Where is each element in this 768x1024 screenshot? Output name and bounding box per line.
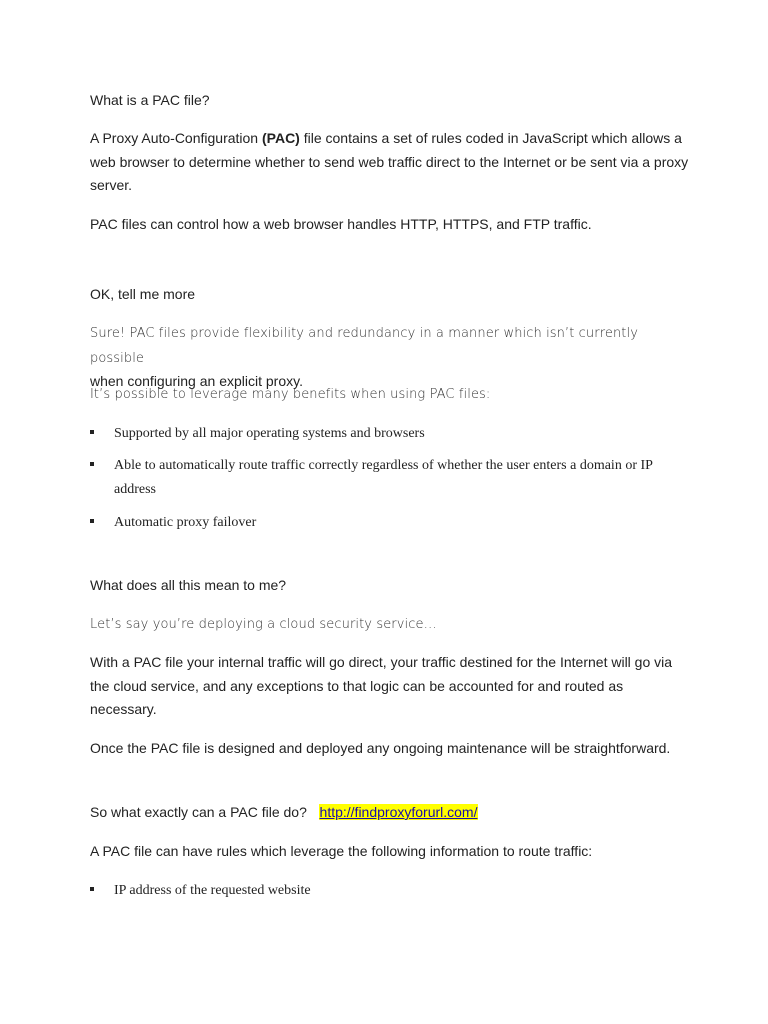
paragraph-pac-definition-end: file contains a set of rules coded in JavaScript which allows a web browser to determine whether to send web traffic direct to the Internet or be sent via a proxy server. — [90, 130, 689, 193]
list-item-text: Supported by all major operating systems and browsers — [114, 426, 425, 441]
bullet-icon — [90, 887, 94, 891]
list-item-text: Able to automatically route traffic correctly regardless of whether the user enters a domain or IP address — [114, 458, 653, 497]
paragraph-flexibility-line2: when configuring an explicit proxy. — [90, 373, 303, 389]
pac-abbreviation: (PAC) — [262, 130, 300, 146]
heading-what-can-pac-do — [90, 801, 690, 825]
paragraph-flexibility-line1: Sure! PAC files provide flexibility and redundancy in a manner which isn’t currently possible — [90, 326, 638, 366]
findproxyforurl-link[interactable]: http://findproxyforurl.com/ — [319, 804, 478, 820]
list-item-text: Automatic proxy failover — [114, 515, 257, 530]
heading-what-can-pac-do-text: So what exactly can a PAC file do? — [90, 804, 307, 820]
bullet-icon — [90, 430, 94, 434]
bullet-icon — [90, 462, 94, 466]
paragraph-rules-info: A PAC file can have rules which leverage the following information to route traffic: — [90, 843, 593, 859]
paragraph-maintenance: Once the PAC file is designed and deployed any ongoing maintenance will be straightforward. — [90, 740, 671, 756]
list-item-text: IP address of the requested website — [114, 883, 311, 898]
heading-what-is-pac: What is a PAC file? — [90, 92, 210, 108]
paragraph-traffic-routing: With a PAC file your internal traffic will go direct, your traffic destined for the Internet will go via the cloud service, and any exceptions to that logic can be accounted for and routed as necessary. — [90, 654, 673, 717]
paragraph-pac-definition — [90, 127, 690, 198]
heading-tell-me-more: OK, tell me more — [90, 286, 196, 302]
paragraph-cloud-scenario: Let’s say you’re deploying a cloud security service… — [90, 617, 437, 632]
paragraph-benefits-intro: It’s possible to leverage many benefits when using PAC files: — [90, 387, 491, 402]
heading-what-does-it-mean: What does all this mean to me? — [90, 577, 287, 593]
paragraph-pac-traffic: PAC files can control how a web browser handles HTTP, HTTPS, and FTP traffic. — [90, 216, 592, 232]
bullet-icon — [90, 519, 94, 523]
paragraph-pac-definition-start: A Proxy Auto-Configuration — [90, 130, 262, 146]
